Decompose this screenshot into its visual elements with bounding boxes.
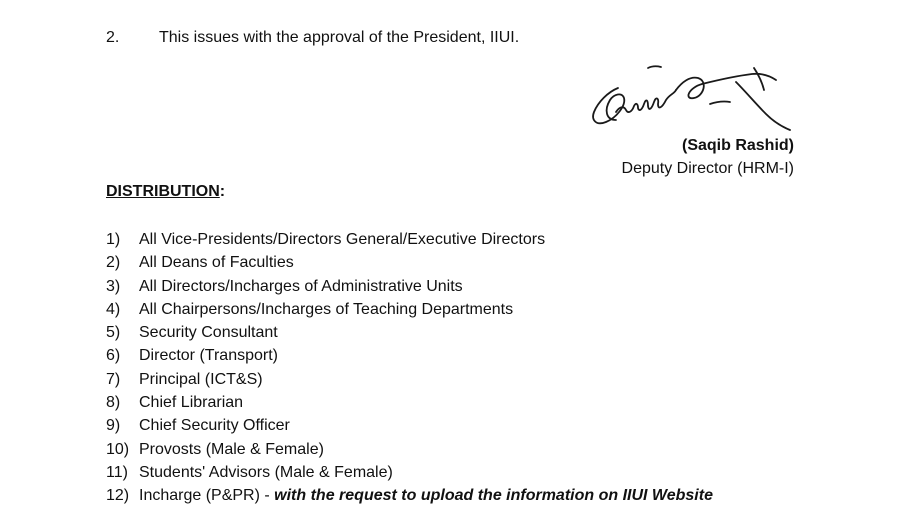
list-item-text: All Vice-Presidents/Directors General/Executive Directors bbox=[139, 231, 546, 248]
signatory-title: Deputy Director (HRM-I) bbox=[621, 160, 794, 177]
list-item-text: Security Consultant bbox=[139, 324, 278, 342]
list-item bbox=[106, 463, 713, 486]
list-item bbox=[106, 393, 713, 416]
list-item-text: All Deans of Faculties bbox=[139, 254, 294, 272]
list-item-text: All Directors/Incharges of Administrative Units bbox=[139, 277, 463, 295]
list-item bbox=[106, 440, 713, 463]
list-item-text: Principal (ICT&S) bbox=[139, 370, 263, 388]
list-item-text: All Chairpersons/Incharges of Teaching Departments bbox=[139, 300, 514, 318]
list-item-number: 12) bbox=[106, 487, 130, 505]
list-item-number: 8) bbox=[106, 394, 121, 412]
list-item-number: 11) bbox=[106, 463, 128, 481]
list-item bbox=[106, 346, 713, 369]
list-item-text: Chief Librarian bbox=[139, 394, 244, 412]
list-item bbox=[106, 486, 713, 509]
list-item bbox=[106, 370, 713, 393]
list-item-note: with the request to upload the information on IIUI Website bbox=[274, 487, 713, 505]
list-item-text: Incharge (P&PR) - bbox=[139, 487, 275, 505]
list-item-number: 4) bbox=[106, 300, 121, 318]
list-item bbox=[106, 253, 713, 276]
distribution-heading-text: DISTRIBUTION bbox=[106, 183, 220, 200]
list-item-text: Provosts (Male & Female) bbox=[139, 440, 324, 458]
list-item bbox=[106, 230, 713, 253]
paragraph-number: 2. bbox=[106, 29, 120, 46]
list-item-number: 6) bbox=[106, 347, 121, 365]
list-item-text: Director (Transport) bbox=[139, 347, 278, 365]
distribution-list bbox=[106, 230, 713, 510]
list-item bbox=[106, 277, 713, 300]
distribution-heading-colon: : bbox=[219, 183, 226, 200]
list-item-number: 7) bbox=[106, 370, 121, 388]
paragraph-text: This issues with the approval of the President, IIUI. bbox=[159, 29, 520, 46]
list-item bbox=[106, 323, 713, 346]
list-item-number: 5) bbox=[106, 324, 121, 342]
list-item-number: 10) bbox=[106, 440, 130, 458]
signatory-name: (Saqib Rashid) bbox=[681, 137, 794, 154]
list-item-number: 3) bbox=[106, 277, 121, 295]
list-item bbox=[106, 300, 713, 323]
list-item-number: 1) bbox=[106, 231, 121, 248]
distribution-heading bbox=[106, 182, 225, 202]
paragraph-2 bbox=[106, 28, 519, 48]
list-item-number: 9) bbox=[106, 417, 121, 435]
list-item-number: 2) bbox=[106, 254, 121, 272]
handwritten-signature bbox=[586, 56, 798, 136]
list-item-text: Students' Advisors (Male & Female) bbox=[139, 463, 393, 481]
list-item bbox=[106, 416, 713, 439]
list-item-text: Chief Security Officer bbox=[139, 417, 290, 435]
